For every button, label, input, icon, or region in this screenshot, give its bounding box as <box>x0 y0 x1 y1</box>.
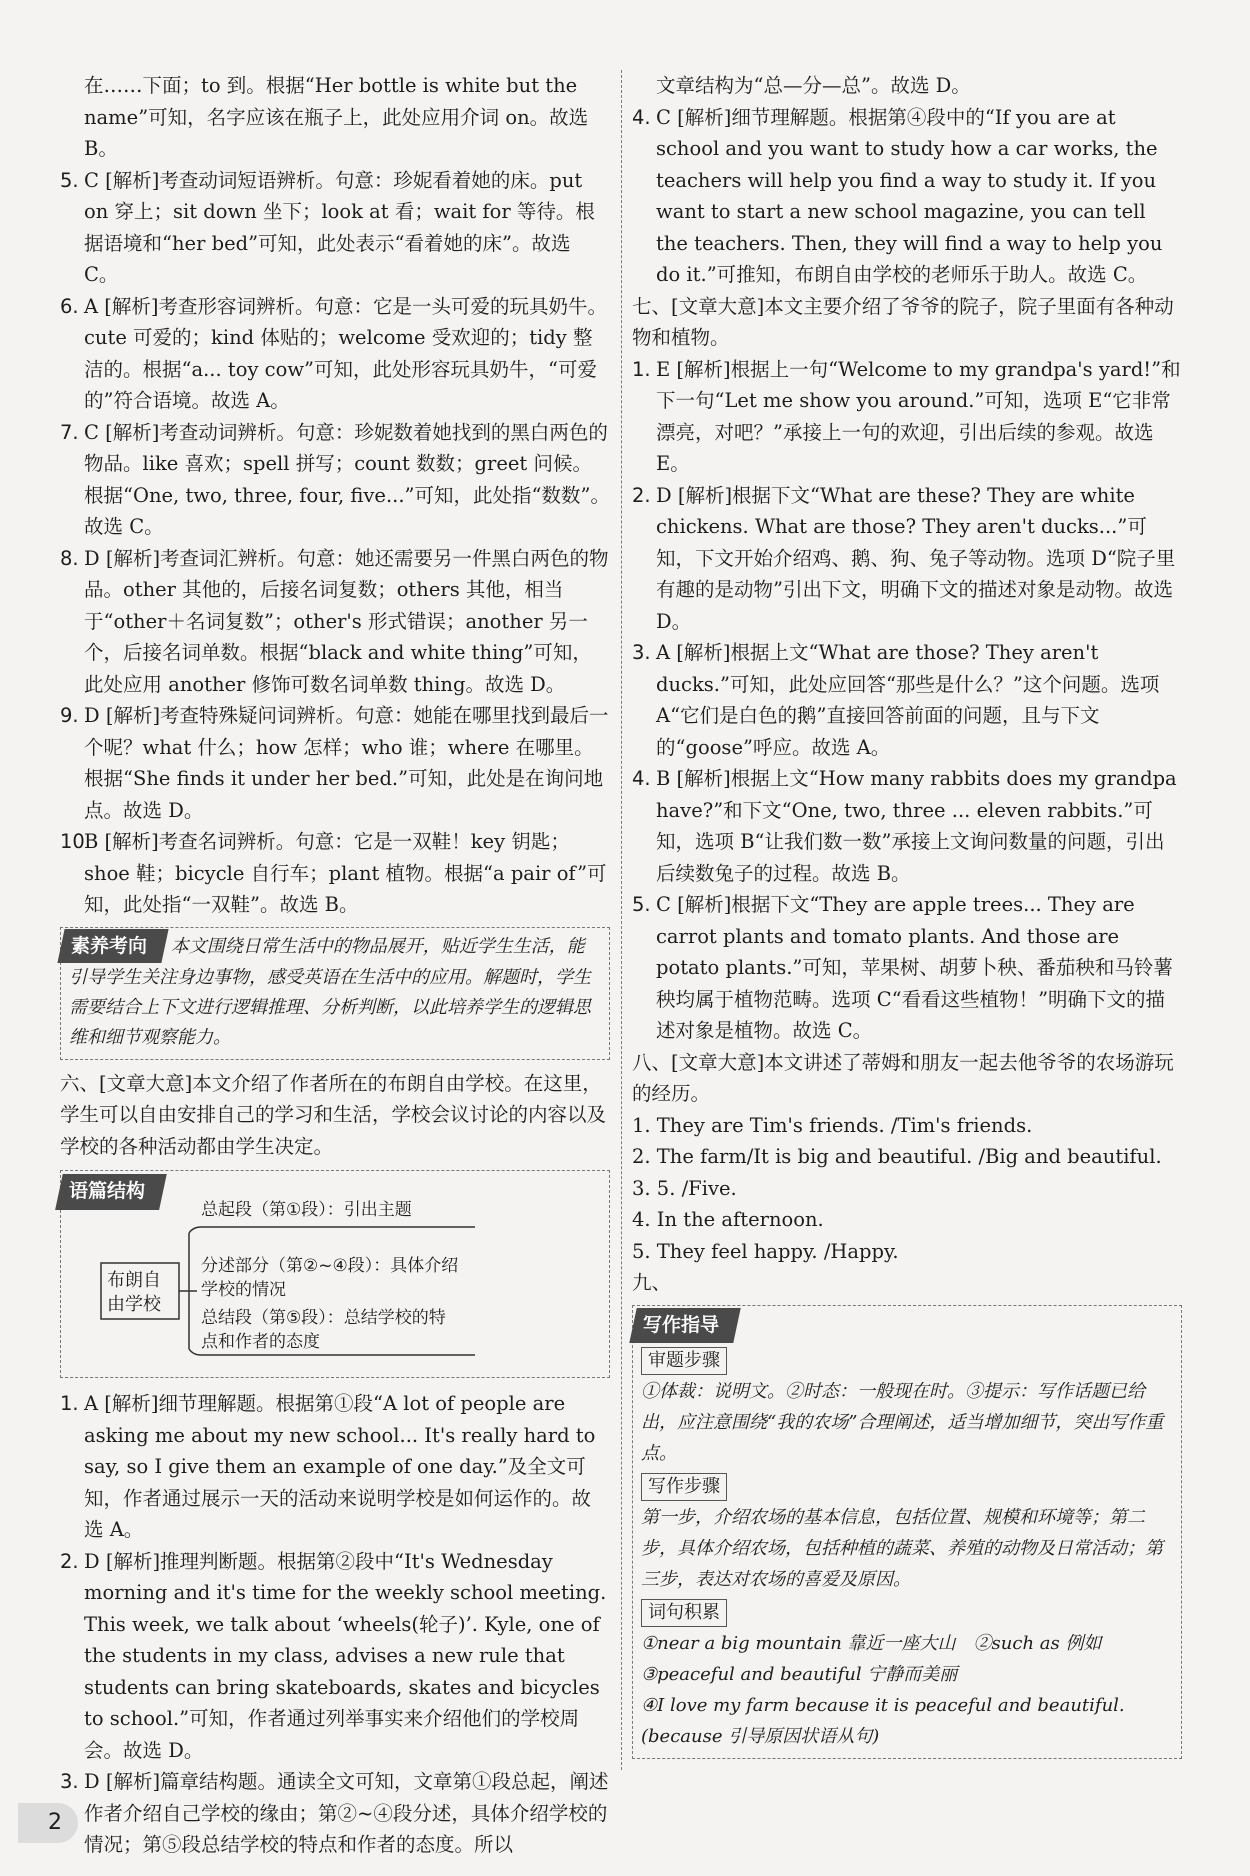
answer-5 <box>60 165 610 291</box>
left-column <box>60 70 610 1861</box>
structure-root-line1: 布朗自 <box>107 1270 161 1291</box>
answer-number: 6. <box>60 294 79 318</box>
answer-number: 4. <box>632 105 651 129</box>
answer-number: 9. <box>60 704 79 727</box>
answer-10 <box>60 826 610 921</box>
answer-text: B [解析]考查名词辨析。句意：它是一双鞋！key 钥匙；shoe 鞋；bicycle 自行车；plant 植物。根据“a pair of”可知，此处指“一双鞋”。故选 B。 <box>84 830 607 916</box>
structure-branch-2-line2: 学校的情况 <box>201 1280 286 1300</box>
answer-number: 5. <box>632 893 651 916</box>
answer-number: 2. <box>60 1549 79 1573</box>
answer-text: D [解析]考查词汇辨析。句意：她还需要另一件黑白两色的物品。other 其他的，后接名词复数；others 其他，相当于“other＋名词复数”；other's 形式错误；another 另一个，后接名词单数。根据“black and white thing”可知，此处应用 another 修饰可数名词单数 thing。故选 D。 <box>84 546 609 696</box>
section-8-summary: 八、[文章大意]本文讲述了蒂姆和朋友一起去他爷爷的农场游玩的经历。 <box>632 1050 1174 1105</box>
left-intro: 在……下面；to 到。根据“Her bottle is white but the name”可知，名字应该在瓶子上，此处应用介词 on。故选 B。 <box>84 74 589 160</box>
answer-number: 7. <box>60 420 79 444</box>
structure-diagram <box>61 1171 597 1365</box>
answer-8-5: 5. They feel happy. /Happy. <box>632 1239 899 1263</box>
structure-branch-3-line1: 总结段（第⑤段）：总结学校的特 <box>201 1308 446 1328</box>
answer-text: A [解析]考查形容词辨析。句意：它是一头可爱的玩具奶牛。cute 可爱的；kind 体贴的；welcome 受欢迎的；tidy 整洁的。根据“a... toy cow”可知，此处形容玩具奶牛，“可爱的”符合语境。故选 A。 <box>84 294 607 412</box>
writing-steps-heading: 写作步骤 <box>641 1473 727 1501</box>
answer-6-3 <box>60 1766 610 1861</box>
answer-7 <box>60 417 610 543</box>
section-6-summary: 六、[文章大意]本文介绍了作者所在的布朗自由学校。在这里，学生可以自由安排自己的学习和生活，学校会议讨论的内容以及学校的各种活动都由学生决定。 <box>60 1071 607 1158</box>
answer-number: 2. <box>632 483 651 507</box>
answer-8-3: 3. 5. /Five. <box>632 1176 737 1200</box>
answer-number: 3. <box>632 641 651 664</box>
page-number: 2 <box>18 1803 78 1843</box>
answer-text: D [解析]篇章结构题。通读全文可知，文章第①段总起，阐述作者介绍自己学校的缘由；第②~④段分述，具体介绍学校的情况；第⑤段总结学校的特点和作者的态度。所以 <box>84 1770 609 1856</box>
answer-9 <box>60 700 610 826</box>
answer-7-1 <box>632 354 1182 480</box>
phrases-heading: 词句积累 <box>641 1599 727 1627</box>
answer-8-4: 4. In the afternoon. <box>632 1208 824 1231</box>
answer-number: 3. <box>60 1770 79 1793</box>
answer-number: 1. <box>632 357 651 381</box>
answer-6-1 <box>60 1388 610 1546</box>
review-steps-heading: 审题步骤 <box>641 1347 727 1375</box>
writing-guide-box <box>632 1305 1182 1759</box>
literacy-box <box>60 927 610 1060</box>
answer-text: A [解析]根据上文“What are those? They aren't ducks.”可知，此处应回答“那些是什么？”这个问题。选项 A“它们是白色的鹅”直接回答前面的问题，且与下文的“goose”呼应。故选 A。 <box>656 641 1160 759</box>
answer-text: C [解析]细节理解题。根据第④段中的“If you are at school and you want to study how a car works, the teachers will help you find a way to study it. If you want to start a new school magazine, you can tell the teachers. Then, they will find a way to help you do it.”可推知，布朗自由学校的老师乐于助人。故选 C。 <box>656 105 1163 286</box>
answer-text: C [解析]根据下文“They are apple trees... They are carrot plants and tomato plants. And those are potato plants.”可知，苹果树、胡萝卜秧、番茄秧和马铃薯秧均属于植物范畴。选项 C“看看这些植物！”明确下文的描述对象是植物。故选 C。 <box>656 893 1173 1042</box>
phrases-line-3: ④I love my farm because it is peaceful and beautiful. (because 引导原因状语从句) <box>641 1694 1125 1747</box>
structure-branch-1: 总起段（第①段）：引出主题 <box>201 1200 412 1220</box>
answer-8-2: 2. The farm/It is big and beautiful. /Big and beautiful. <box>632 1145 1162 1168</box>
answer-text: E [解析]根据上一句“Welcome to my grandpa's yard!”和下一句“Let me show you around.”可知，选项 E“它非常漂亮，对吧？”承接上一句的欢迎，引出后续的参观。故选 E。 <box>656 357 1181 475</box>
writing-steps-text: 第一步，介绍农场的基本信息，包括位置、规模和环境等；第二步，具体介绍农场，包括种植的蔬菜、养殖的动物及日常活动；第三步，表达对农场的喜爱及原因。 <box>641 1506 1163 1590</box>
answer-text: C [解析]考查动词辨析。句意：珍妮数着她找到的黑白两色的物品。like 喜欢；spell 拼写；count 数数；greet 问候。根据“One, two, three, four, five...”可知，此处指“数数”。故选 C。 <box>84 420 610 538</box>
answer-text: D [解析]根据下文“What are these? They are white chickens. What are those? They aren't ducks...”可知，下文开始介绍鸡、鹅、狗、兔子等动物。选项 D“院子里有趣的是动物”引出下文，明确下文的描述对象是动物。故选 D。 <box>656 483 1176 633</box>
answer-text: D [解析]推理判断题。根据第②段中“It's Wednesday morning and it's time for the weekly school meeting. This week, we talk about ‘wheels(轮子)’. Kyle, one of the students in my class, advises a new rule that students can bring skateboards, skates and bicycles to school.”可知，作者通过列举事实来介绍他们的学校周会。故选 D。 <box>84 1549 607 1762</box>
section-9-label: 九、 <box>632 1271 672 1294</box>
text-structure-title: 语篇结构 <box>55 1174 167 1210</box>
answer-text: B [解析]根据上文“How many rabbits does my grandpa have?”和下文“One, two, three ... eleven rabbits.”可知，选项 B“让我们数一数”承接上文询问数量的问题，引出后续数兔子的过程。故选 B。 <box>656 767 1177 885</box>
right-column <box>632 70 1182 1759</box>
answer-number: 4. <box>632 767 651 790</box>
answer-6 <box>60 291 610 417</box>
answer-number: 8. <box>60 546 79 570</box>
literacy-box-text: 本文围绕日常生活中的物品展开，贴近学生生活，能引导学生关注身边事物，感受英语在生活中的应用。解题时，学生需要结合上下文进行逻辑推理、分析判断，以此培养学生的逻辑思维和细节观察能力。 <box>69 935 591 1048</box>
structure-root-line2: 由学校 <box>107 1294 161 1315</box>
answer-number: 1. <box>60 1392 79 1415</box>
answer-7-4 <box>632 763 1182 889</box>
answer-6-2 <box>60 1546 610 1767</box>
writing-guide-title: 写作指导 <box>629 1308 740 1343</box>
answer-text: D [解析]考查特殊疑问词辨析。句意：她能在哪里找到最后一个呢？what 什么；how 怎样；who 谁；where 在哪里。根据“She finds it under her bed.”可知，此处是在询问地点。故选 D。 <box>84 704 609 822</box>
phrases-line-2: ③peaceful and beautiful 宁静而美丽 <box>641 1663 958 1685</box>
text-structure-box <box>60 1170 610 1378</box>
answer-text: C [解析]考查动词短语辨析。句意：珍妮看着她的床。put on 穿上；sit down 坐下；look at 看；wait for 等待。根据语境和“her bed”可知，此处表示“看着她的床”。故选 C。 <box>84 168 595 286</box>
phrases-line-1: ①near a big mountain 靠近一座大山 ②such as 例如 <box>641 1632 1102 1654</box>
answer-7-3 <box>632 637 1182 763</box>
answer-number: 10. <box>60 830 92 853</box>
answer-6-4 <box>632 102 1182 291</box>
answer-7-2 <box>632 480 1182 638</box>
column-divider <box>621 70 622 1770</box>
answer-8 <box>60 543 610 701</box>
answer-8-1: 1. They are Tim's friends. /Tim's friends. <box>632 1113 1033 1137</box>
literacy-box-title: 素养考向 <box>57 929 168 963</box>
answer-number: 5. <box>60 168 79 192</box>
answer-text: A [解析]细节理解题。根据第①段“A lot of people are asking me about my new school... It's really hard to say, so I give them an example of one day.”及全文可知，作者通过展示一天的活动来说明学校是如何运作的。故选 A。 <box>84 1392 596 1541</box>
right-continuation: 文章结构为“总—分—总”。故选 D。 <box>656 74 971 97</box>
section-7-summary: 七、[文章大意]本文主要介绍了爷爷的院子，院子里面有各种动物和植物。 <box>632 294 1174 349</box>
answer-7-5 <box>632 889 1182 1047</box>
structure-branch-2-line1: 分述部分（第②~④段）：具体介绍 <box>201 1256 459 1276</box>
structure-branch-3-line2: 点和作者的态度 <box>201 1332 320 1352</box>
review-steps-text: ①体裁：说明文。②时态：一般现在时。③提示：写作话题已给出，应注意围绕“我的农场”合理阐述，适当增加细节，突出写作重点。 <box>641 1380 1164 1464</box>
